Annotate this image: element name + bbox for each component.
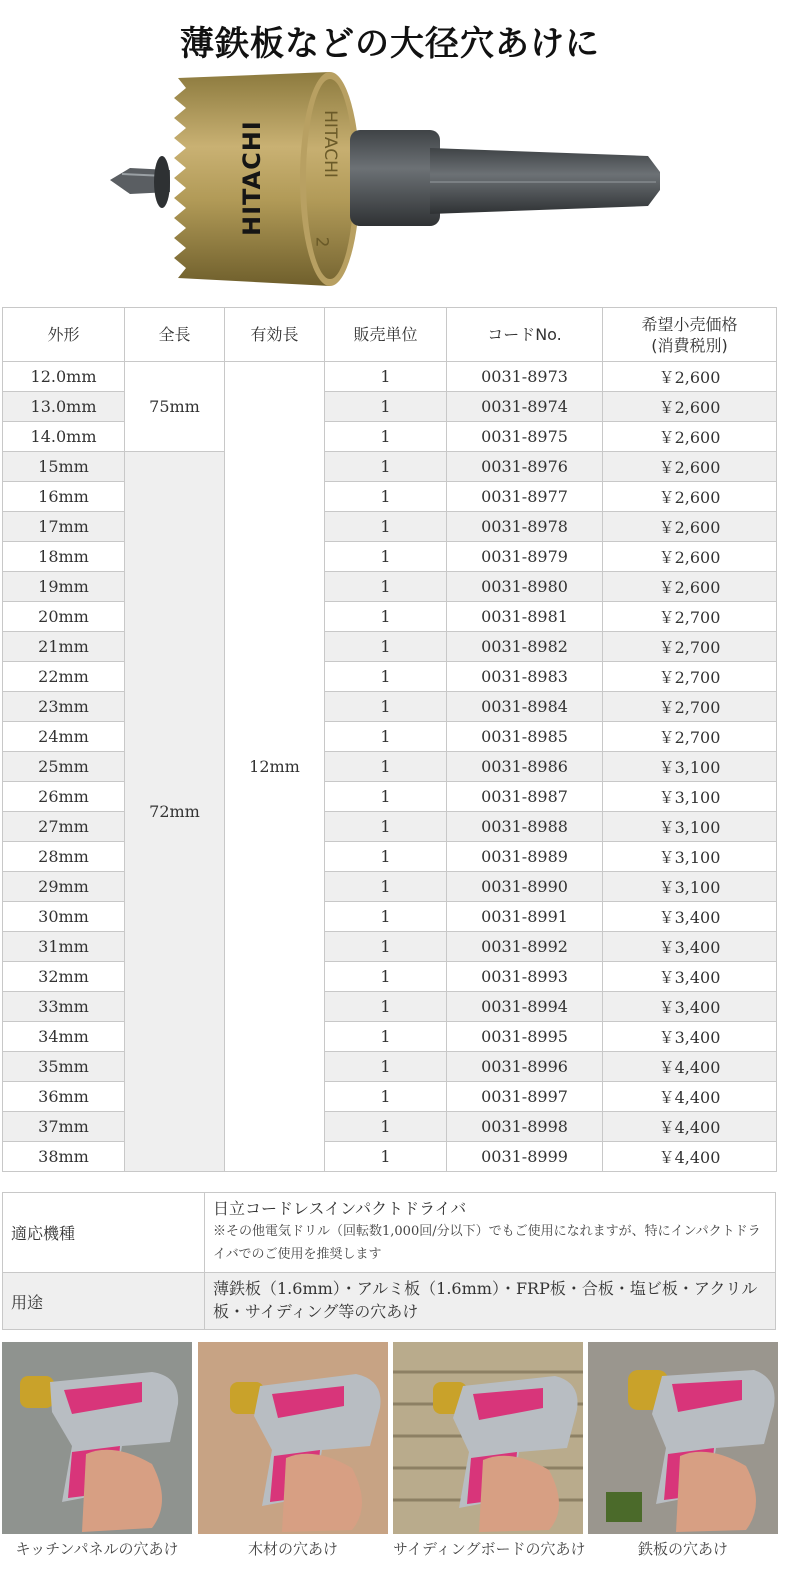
code-cell: 0031-8993 [447, 962, 603, 992]
size-cell: 36mm [3, 1082, 125, 1112]
code-cell: 0031-8985 [447, 722, 603, 752]
unit-cell: 1 [325, 632, 447, 662]
price-cell: ￥3,400 [603, 962, 777, 992]
size-cell: 21mm [3, 632, 125, 662]
header-price-tax-note: (消費税別) [651, 335, 728, 355]
unit-cell: 1 [325, 962, 447, 992]
header-total-length: 全長 [125, 308, 225, 362]
size-cell: 38mm [3, 1142, 125, 1172]
brand-text-side: HITACHI [320, 110, 340, 178]
table-row [3, 1142, 777, 1172]
drill-photo-icon [198, 1342, 388, 1534]
size-cell: 25mm [3, 752, 125, 782]
code-cell: 0031-8983 [447, 662, 603, 692]
price-cell: ￥4,400 [603, 1112, 777, 1142]
price-cell: ￥2,700 [603, 722, 777, 752]
table-row [3, 932, 777, 962]
table-row [3, 572, 777, 602]
usage-label: 用途 [3, 1273, 205, 1330]
unit-cell: 1 [325, 542, 447, 572]
price-cell: ￥3,400 [603, 902, 777, 932]
code-cell: 0031-8980 [447, 572, 603, 602]
unit-cell: 1 [325, 812, 447, 842]
compatible-cell [205, 1193, 776, 1273]
drill-photo-icon [588, 1342, 778, 1534]
size-cell: 32mm [3, 962, 125, 992]
effective-length-cell: 12mm [225, 362, 325, 1172]
size-cell: 16mm [3, 482, 125, 512]
price-cell: ￥3,100 [603, 782, 777, 812]
table-row [3, 962, 777, 992]
price-cell: ￥3,400 [603, 1022, 777, 1052]
info-table [2, 1192, 776, 1330]
unit-cell: 1 [325, 1052, 447, 1082]
size-cell: 29mm [3, 872, 125, 902]
header-code: コードNo. [447, 308, 603, 362]
price-cell: ￥3,400 [603, 932, 777, 962]
code-cell: 0031-8987 [447, 782, 603, 812]
code-cell: 0031-8979 [447, 542, 603, 572]
unit-cell: 1 [325, 1142, 447, 1172]
unit-cell: 1 [325, 482, 447, 512]
unit-cell: 1 [325, 722, 447, 752]
code-cell: 0031-8982 [447, 632, 603, 662]
table-row [3, 992, 777, 1022]
price-cell: ￥2,600 [603, 422, 777, 452]
code-cell: 0031-8990 [447, 872, 603, 902]
code-cell: 0031-8986 [447, 752, 603, 782]
table-row [3, 632, 777, 662]
table-row [3, 662, 777, 692]
size-cell: 22mm [3, 662, 125, 692]
size-cell: 35mm [3, 1052, 125, 1082]
photo-steel-plate [588, 1342, 778, 1582]
photo-caption: キッチンパネルの穴あけ [15, 1540, 179, 1558]
photo-wood [198, 1342, 388, 1582]
table-row [3, 512, 777, 542]
unit-cell: 1 [325, 512, 447, 542]
table-row [3, 1112, 777, 1142]
unit-cell: 1 [325, 422, 447, 452]
photo-caption: 木材の穴あけ [247, 1540, 338, 1558]
spec-table [2, 307, 777, 1172]
size-cell: 30mm [3, 902, 125, 932]
unit-cell: 1 [325, 872, 447, 902]
size-cell: 28mm [3, 842, 125, 872]
compatible-value: 日立コードレスインパクトドライバ [213, 1199, 467, 1218]
price-cell: ￥3,100 [603, 752, 777, 782]
table-row [3, 1052, 777, 1082]
usage-photos [2, 1342, 778, 1582]
code-cell: 0031-8992 [447, 932, 603, 962]
table-row [3, 872, 777, 902]
price-cell: ￥2,600 [603, 542, 777, 572]
size-cell: 19mm [3, 572, 125, 602]
photo-caption: 鉄板の穴あけ [637, 1540, 728, 1558]
price-cell: ￥2,700 [603, 602, 777, 632]
size-cell: 14.0mm [3, 422, 125, 452]
size-cell: 34mm [3, 1022, 125, 1052]
table-row [3, 452, 777, 482]
size-cell: 18mm [3, 542, 125, 572]
code-cell: 0031-8995 [447, 1022, 603, 1052]
size-cell: 23mm [3, 692, 125, 722]
unit-cell: 1 [325, 392, 447, 422]
usage-value: 薄鉄板（1.6mm）・アルミ板（1.6mm）・FRP板・合板・塩ビ板・アクリル板・サイディング等の穴あけ [205, 1273, 776, 1330]
size-cell: 37mm [3, 1112, 125, 1142]
code-cell: 0031-8973 [447, 362, 603, 392]
brand-text: HITACHI [238, 120, 266, 236]
photo-kitchen-panel [2, 1342, 192, 1582]
price-cell: ￥2,600 [603, 572, 777, 602]
code-cell: 0031-8996 [447, 1052, 603, 1082]
code-cell: 0031-8978 [447, 512, 603, 542]
table-row [3, 782, 777, 812]
unit-cell: 1 [325, 902, 447, 932]
table-row [3, 722, 777, 752]
header-price-label: 希望小売価格 [641, 314, 738, 334]
table-row [3, 842, 777, 872]
size-cell: 31mm [3, 932, 125, 962]
table-row [3, 542, 777, 572]
size-cell: 13.0mm [3, 392, 125, 422]
total-length-cell: 75mm [125, 362, 225, 452]
code-cell: 0031-8991 [447, 902, 603, 932]
table-row [3, 1082, 777, 1112]
price-cell: ￥2,700 [603, 662, 777, 692]
code-cell: 0031-8981 [447, 602, 603, 632]
unit-cell: 1 [325, 1112, 447, 1142]
table-row [3, 362, 777, 392]
price-cell: ￥3,100 [603, 872, 777, 902]
table-row [3, 392, 777, 422]
price-cell: ￥3,400 [603, 992, 777, 1022]
unit-cell: 1 [325, 452, 447, 482]
hole-saw-image [100, 64, 680, 300]
size-cell: 27mm [3, 812, 125, 842]
drill-photo-icon [2, 1342, 192, 1534]
table-row [3, 812, 777, 842]
header-size: 外形 [3, 308, 125, 362]
compatible-label: 適応機種 [3, 1193, 205, 1273]
table-row [3, 422, 777, 452]
unit-cell: 1 [325, 572, 447, 602]
code-cell: 0031-8988 [447, 812, 603, 842]
unit-cell: 1 [325, 932, 447, 962]
unit-cell: 1 [325, 692, 447, 722]
code-cell: 0031-8974 [447, 392, 603, 422]
table-row [3, 902, 777, 932]
compatible-note: ※その他電気ドリル（回転数1,000回/分以下）でもご使用になれますが、特にインパクトドライバでのご使用を推奨します [213, 1224, 761, 1262]
code-cell: 0031-8994 [447, 992, 603, 1022]
unit-cell: 1 [325, 662, 447, 692]
code-cell: 0031-8975 [447, 422, 603, 452]
unit-cell: 1 [325, 782, 447, 812]
size-cell: 12.0mm [3, 362, 125, 392]
code-cell: 0031-8984 [447, 692, 603, 722]
photo-siding-board [393, 1342, 586, 1582]
price-cell: ￥4,400 [603, 1142, 777, 1172]
table-row [3, 482, 777, 512]
size-cell: 24mm [3, 722, 125, 752]
unit-cell: 1 [325, 752, 447, 782]
table-row [3, 602, 777, 632]
header-sales-unit: 販売単位 [325, 308, 447, 362]
spec-table-body [3, 362, 777, 1172]
size-cell: 17mm [3, 512, 125, 542]
size-cell: 20mm [3, 602, 125, 632]
page-title: 薄鉄板などの大径穴あけに [180, 24, 600, 64]
header-effective-length: 有効長 [225, 308, 325, 362]
unit-cell: 1 [325, 602, 447, 632]
price-cell: ￥2,600 [603, 392, 777, 422]
code-cell: 0031-8989 [447, 842, 603, 872]
info-row-compatible [3, 1193, 776, 1273]
size-cell: 15mm [3, 452, 125, 482]
price-cell: ￥2,600 [603, 362, 777, 392]
price-cell: ￥2,700 [603, 632, 777, 662]
price-cell: ￥2,600 [603, 482, 777, 512]
unit-cell: 1 [325, 992, 447, 1022]
info-row-usage [3, 1273, 776, 1330]
price-cell: ￥4,400 [603, 1082, 777, 1112]
header-price [603, 308, 777, 362]
price-cell: ￥2,700 [603, 692, 777, 722]
unit-cell: 1 [325, 1082, 447, 1112]
price-cell: ￥2,600 [603, 512, 777, 542]
price-cell: ￥2,600 [603, 452, 777, 482]
unit-cell: 1 [325, 842, 447, 872]
price-cell: ￥3,100 [603, 812, 777, 842]
table-row [3, 1022, 777, 1052]
photo-caption: サイディングボードの穴あけ [393, 1540, 586, 1558]
unit-cell: 1 [325, 1022, 447, 1052]
code-cell: 0031-8997 [447, 1082, 603, 1112]
code-cell: 0031-8999 [447, 1142, 603, 1172]
drill-photo-icon [393, 1342, 583, 1534]
total-length-cell: 72mm [125, 452, 225, 1172]
price-cell: ￥4,400 [603, 1052, 777, 1082]
size-cell: 33mm [3, 992, 125, 1022]
size-cell: 26mm [3, 782, 125, 812]
table-row [3, 692, 777, 722]
table-row [3, 752, 777, 782]
code-cell: 0031-8976 [447, 452, 603, 482]
unit-cell: 1 [325, 362, 447, 392]
code-cell: 0031-8977 [447, 482, 603, 512]
size-text: 2 [311, 236, 332, 248]
price-cell: ￥3,100 [603, 842, 777, 872]
code-cell: 0031-8998 [447, 1112, 603, 1142]
